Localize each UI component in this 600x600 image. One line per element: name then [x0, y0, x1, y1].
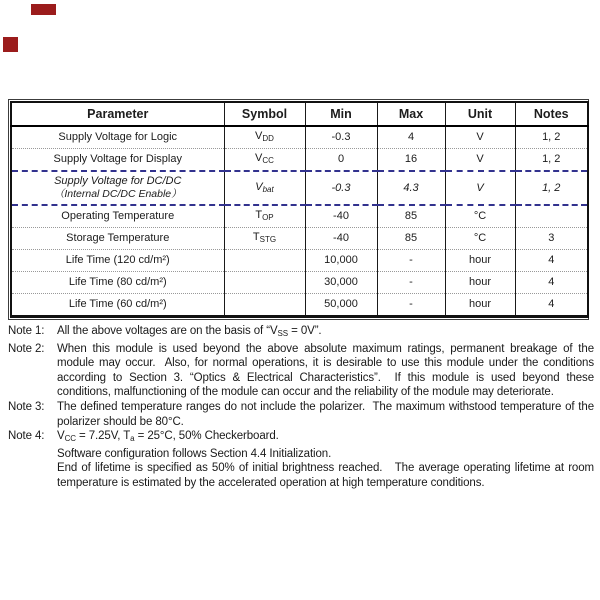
red-scan-mark-left: [3, 37, 18, 52]
notes-cell: 1, 2: [515, 171, 588, 205]
column-header-unit: Unit: [445, 102, 515, 126]
column-header-parameter: Parameter: [11, 102, 224, 126]
notes-cell: 4: [515, 250, 588, 272]
unit-cell: hour: [445, 272, 515, 294]
note-item: [8, 342, 594, 400]
table-header-row: [11, 102, 588, 126]
note-label: Note 1:: [8, 325, 45, 337]
unit-cell: V: [445, 126, 515, 149]
table-row: [11, 149, 588, 172]
min-cell: 50,000: [305, 294, 377, 317]
symbol-cell: TOP: [224, 205, 305, 228]
unit-cell: hour: [445, 250, 515, 272]
max-cell: 85: [377, 205, 445, 228]
unit-cell: V: [445, 149, 515, 172]
notes-cell: 1, 2: [515, 126, 588, 149]
min-cell: -0.3: [305, 126, 377, 149]
notes-section: [8, 324, 594, 491]
table-row: [11, 250, 588, 272]
parameter-cell: Operating Temperature: [11, 205, 224, 228]
parameter-cell: Life Time (60 cd/m²): [11, 294, 224, 317]
table-row: [11, 272, 588, 294]
column-header-symbol: Symbol: [224, 102, 305, 126]
symbol-cell: [224, 250, 305, 272]
note-item: [8, 324, 594, 342]
max-cell: 4: [377, 126, 445, 149]
symbol-cell: VDD: [224, 126, 305, 149]
note-label: Note 3:: [8, 400, 45, 413]
notes-cell: [515, 205, 588, 228]
note-body: $V_{CC} = 7.25V$, $T_a = 25^\circ C$, 50% Checkerboard. Software configuration follows Section 4.4 Initialization. End of lifetime is specified as 50% of initial brightness reached. The average operating lifetime at room temperature is estimated by the accelerated operation at high temperature conditions.: [57, 430, 594, 489]
min-cell: 30,000: [305, 272, 377, 294]
symbol-cell: VCC: [224, 149, 305, 172]
parameter-cell: Storage Temperature: [11, 228, 224, 250]
notes-cell: 1, 2: [515, 149, 588, 172]
symbol-cell: [224, 272, 305, 294]
table-row: [11, 228, 588, 250]
notes-cell: 3: [515, 228, 588, 250]
table-row: [11, 126, 588, 149]
max-cell: -: [377, 272, 445, 294]
parameter-cell: Supply Voltage for Logic: [11, 126, 224, 149]
max-cell: 85: [377, 228, 445, 250]
max-cell: 16: [377, 149, 445, 172]
min-cell: -0.3: [305, 171, 377, 205]
unit-cell: V: [445, 171, 515, 205]
unit-cell: °C: [445, 205, 515, 228]
parameter-cell: Life Time (80 cd/m²): [11, 272, 224, 294]
unit-cell: °C: [445, 228, 515, 250]
note-body: The defined temperature ranges do not include the polarizer. The maximum withstood temperature of the polarizer should be 80°C.: [57, 400, 594, 428]
min-cell: -40: [305, 205, 377, 228]
notes-cell: 4: [515, 272, 588, 294]
table-row: [11, 205, 588, 228]
parameter-cell: Supply Voltage for Display: [11, 149, 224, 172]
min-cell: -40: [305, 228, 377, 250]
note-item: [8, 429, 594, 490]
min-cell: 0: [305, 149, 377, 172]
min-cell: 10,000: [305, 250, 377, 272]
max-cell: -: [377, 294, 445, 317]
symbol-cell: Vbat: [224, 171, 305, 205]
absolute-maximum-ratings-table: [8, 99, 589, 320]
parameter-cell: Supply Voltage for DC/DC （Internal DC/DC Enable）: [11, 171, 224, 205]
note-item: [8, 400, 594, 429]
notes-cell: 4: [548, 298, 555, 310]
table-row: [11, 171, 588, 205]
note-label: Note 4:: [8, 430, 45, 443]
column-header-notes: Notes: [515, 102, 588, 126]
column-header-max: Max: [377, 102, 445, 126]
max-cell: 4.3: [377, 171, 445, 205]
max-cell: -: [377, 250, 445, 272]
unit-cell: hour: [445, 294, 515, 317]
parameter-cell: Life Time (120 cd/m²): [11, 250, 224, 272]
column-header-min: Min: [305, 102, 377, 126]
ratings-table-body: [11, 126, 588, 317]
note-label: Note 2:: [8, 342, 45, 355]
red-scan-mark-top: [31, 4, 56, 15]
symbol-cell: TSTG: [224, 228, 305, 250]
symbol-cell: [224, 294, 305, 317]
note-body: All the above voltages are on the basis of “$V_{SS} = 0V$”.: [57, 325, 322, 338]
note-body: When this module is used beyond the above absolute maximum ratings, permanent breakage of the module may occur. Also, for normal operations, it is desirable to use this module under the conditions according to Section 3. “Optics & Electrical Characteristics”. If this module is used beyond these conditions, malfunctioning of the module can occur and the reliability of the module may deteriorate.: [57, 342, 594, 399]
table-row: [11, 294, 588, 317]
